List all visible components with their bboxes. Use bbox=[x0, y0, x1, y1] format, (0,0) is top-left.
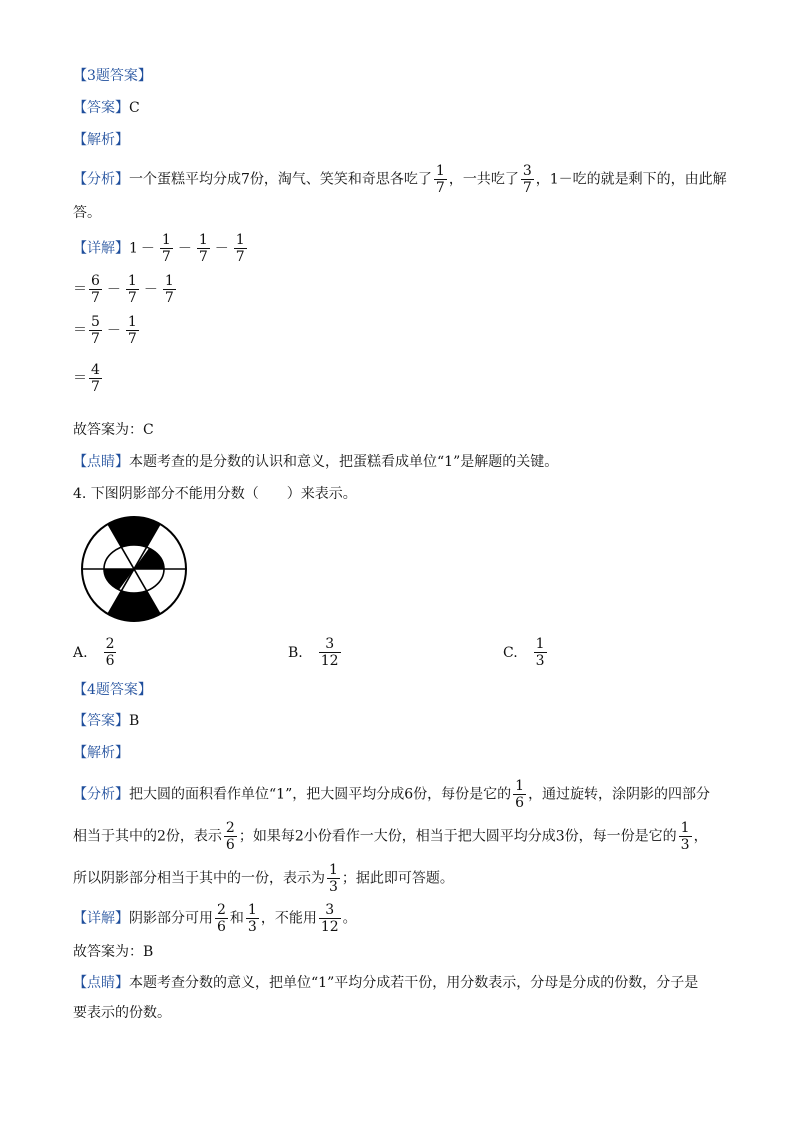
q4-analysis-label: 【解析】 bbox=[73, 745, 129, 761]
option-c[interactable] bbox=[503, 636, 549, 669]
q3-conclusion: 故答案为：C bbox=[73, 422, 154, 438]
equals-sign: ＝ bbox=[73, 322, 87, 339]
fraction-1-6: $\frac{1}{6}$ bbox=[515, 778, 525, 811]
fraction-1-7: $\frac{1}{7}$ bbox=[435, 163, 445, 196]
fraction-3-12: $\frac{3}{12}$ bbox=[320, 902, 339, 935]
fraction-1-7: $\frac{1}{7}$ bbox=[127, 273, 137, 306]
q4-dianjing-line-2: 要表示的份数。 bbox=[73, 1005, 171, 1021]
q4-dianjing-text: 本题考查分数的意义，把单位“1”平均分成若干份，用分数表示，分母是分成的份数，分子是 bbox=[129, 975, 699, 991]
q4-fenxi-text: ， bbox=[693, 828, 708, 845]
fraction-1-7: $\frac{1}{7}$ bbox=[235, 232, 245, 265]
q4-fenxi-text: 把大圆的面积看作单位“1”，把大圆平均分成6份，每份是它的 bbox=[129, 786, 512, 803]
option-b[interactable] bbox=[288, 636, 343, 669]
minus-sign: － bbox=[143, 281, 158, 298]
fraction-1-3: $\frac{1}{3}$ bbox=[329, 862, 338, 895]
minus-sign: － bbox=[140, 240, 155, 257]
q4-question: 4. 下图阴影部分不能用分数（ ）来表示。 bbox=[73, 486, 357, 502]
fraction-1-7: $\frac{1}{7}$ bbox=[161, 232, 171, 265]
q3-answer-value: C bbox=[129, 100, 140, 116]
q4-fenxi-line-1 bbox=[73, 778, 710, 811]
q3-answer-line bbox=[73, 98, 140, 118]
fraction-1-7: $\frac{1}{7}$ bbox=[127, 314, 137, 347]
q4-detail-text: ，不能用 bbox=[260, 910, 317, 927]
minus-sign: － bbox=[214, 240, 229, 257]
q4-answer-value: B bbox=[129, 713, 140, 729]
q4-detail-text: 阴影部分可用 bbox=[129, 910, 213, 927]
q4-fenxi-label: 【分析】 bbox=[73, 786, 129, 803]
q3-fenxi-text-1: 一个蛋糕平均分成7份，淘气、笑笑和奇思各吃了 bbox=[129, 171, 432, 188]
option-b-label: B. bbox=[288, 644, 303, 661]
q3-header: 【3题答案】 bbox=[73, 68, 152, 84]
minus-sign: － bbox=[106, 281, 121, 298]
q3-detail-line bbox=[73, 232, 249, 265]
q4-dianjing-line-1 bbox=[73, 973, 698, 993]
q3-fenxi-label: 【分析】 bbox=[73, 171, 129, 188]
fraction-1-3: $\frac{1}{3}$ bbox=[247, 902, 257, 935]
fraction-1-7: $\frac{1}{7}$ bbox=[164, 273, 174, 306]
q4-detail-text: 和 bbox=[229, 910, 244, 927]
option-a-label: A. bbox=[73, 644, 88, 661]
q4-detail-label: 【详解】 bbox=[73, 910, 129, 927]
q4-answer-label: 【答案】 bbox=[73, 713, 129, 729]
q4-fenxi-text: ，通过旋转，涂阴影的四部分 bbox=[528, 786, 711, 803]
minus-sign: － bbox=[177, 240, 192, 257]
minus-sign: － bbox=[106, 322, 121, 339]
q3-answer-label: 【答案】 bbox=[73, 100, 129, 116]
q4-detail-text: 。 bbox=[342, 910, 357, 927]
q3-step-1 bbox=[73, 273, 178, 306]
q3-detail-label: 【详解】 bbox=[73, 240, 129, 257]
q3-dianjing-line bbox=[73, 452, 558, 472]
q4-conclusion: 故答案为：B bbox=[73, 944, 154, 960]
fraction-3-7: $\frac{3}{7}$ bbox=[522, 163, 532, 196]
q3-fenxi-line bbox=[73, 163, 727, 196]
q4-fenxi-text: 相当于其中的2份，表示 bbox=[73, 828, 222, 845]
fraction-5-7: $\frac{5}{7}$ bbox=[91, 314, 100, 347]
q4-header: 【4题答案】 bbox=[73, 682, 152, 698]
q4-fenxi-text: 所以阴影部分相当于其中的一份，表示为 bbox=[73, 870, 325, 887]
q3-fenxi-cont: 答。 bbox=[73, 205, 101, 221]
q3-dianjing-label: 【点睛】 bbox=[73, 454, 129, 470]
q3-dianjing-text: 本题考查的是分数的认识和意义，把蛋糕看成单位“1”是解题的关键。 bbox=[129, 454, 559, 470]
q4-fenxi-line-2 bbox=[73, 820, 708, 853]
q3-step-2 bbox=[73, 314, 141, 347]
option-a[interactable] bbox=[73, 636, 118, 669]
option-c-label: C. bbox=[503, 644, 518, 661]
equals-sign: ＝ bbox=[73, 281, 87, 298]
fraction-2-6: $\frac{2}{6}$ bbox=[217, 902, 226, 935]
fraction-1-3: $\frac{1}{3}$ bbox=[680, 820, 690, 853]
q3-analysis-label: 【解析】 bbox=[73, 132, 129, 148]
q3-fenxi-text-3: ，1－吃的就是剩下的，由此解 bbox=[535, 171, 727, 188]
fraction-2-6: $\frac{2}{6}$ bbox=[225, 820, 235, 853]
option-a-fraction: $\frac{2}{6}$ bbox=[105, 636, 115, 669]
option-c-fraction: $\frac{1}{3}$ bbox=[535, 636, 545, 669]
q4-fenxi-text: ；据此即可答题。 bbox=[341, 870, 454, 887]
fraction-1-7: $\frac{1}{7}$ bbox=[198, 232, 208, 265]
fraction-4-7: $\frac{4}{7}$ bbox=[91, 362, 100, 395]
q3-step-3 bbox=[73, 362, 104, 395]
fraction-6-7: $\frac{6}{7}$ bbox=[91, 273, 100, 306]
q4-fenxi-line-3 bbox=[73, 862, 454, 895]
option-b-fraction: $\frac{3}{12}$ bbox=[320, 636, 339, 669]
q4-dianjing-label: 【点睛】 bbox=[73, 975, 129, 991]
q4-detail-line bbox=[73, 902, 357, 935]
q4-answer-line bbox=[73, 711, 139, 731]
circle-diagram bbox=[79, 515, 191, 623]
q3-fenxi-text-2: ，一共吃了 bbox=[448, 171, 519, 188]
q3-detail-one: 1 bbox=[129, 240, 138, 257]
q4-fenxi-text: ；如果每2小份看作一大份，相当于把大圆平均分成3份，每一份是它的 bbox=[238, 828, 677, 845]
equals-sign: ＝ bbox=[73, 370, 87, 387]
